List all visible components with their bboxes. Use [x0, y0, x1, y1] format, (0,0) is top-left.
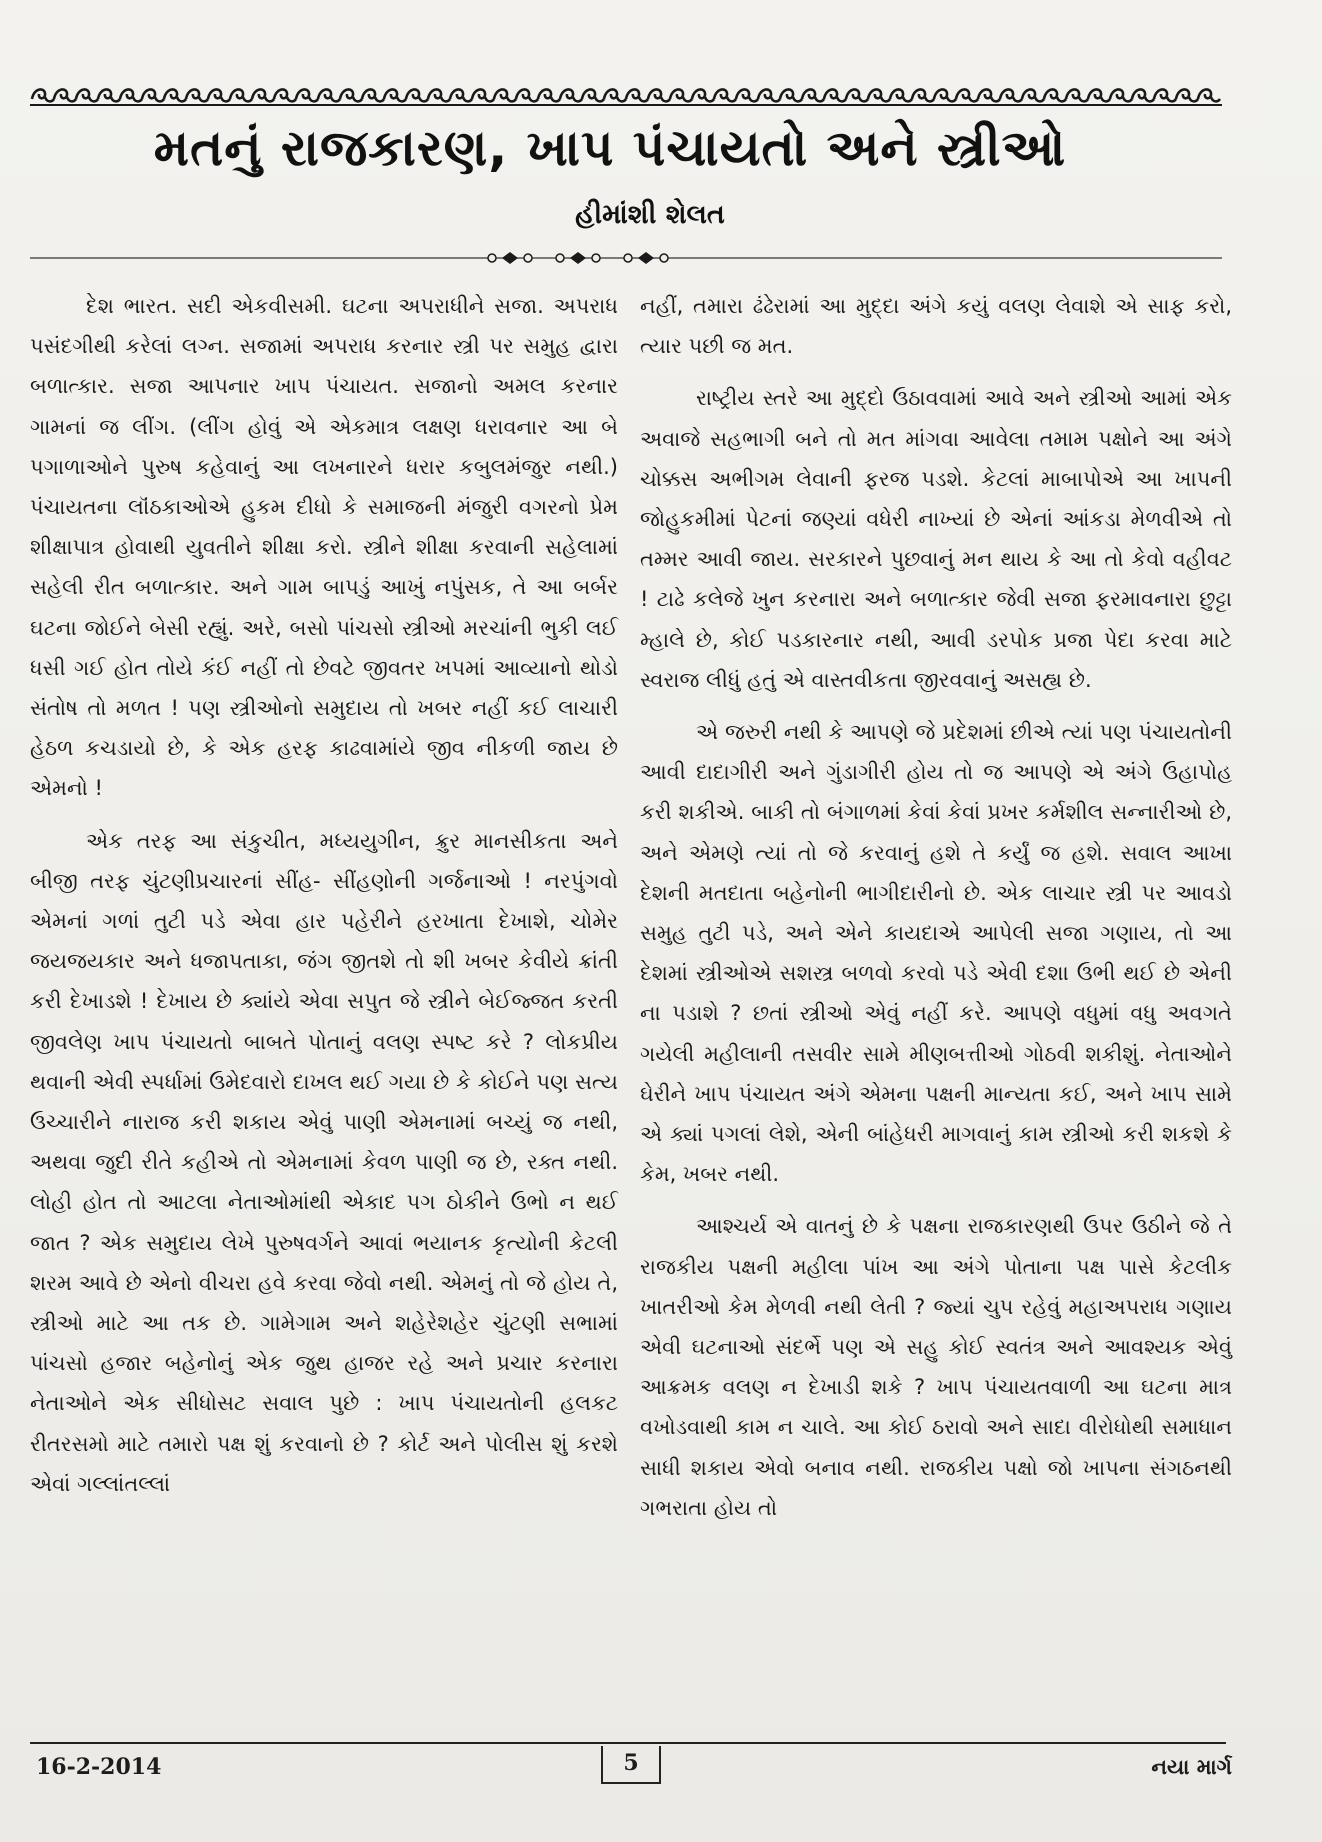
article-column-left [30, 286, 618, 1516]
article-column-right [640, 286, 1232, 1540]
page-number: 5 [601, 1746, 661, 1784]
paragraph: એ જરુરી નથી કે આપણે જે પ્રદેશમાં છીએ ત્યાં પણ પંચાયતોની આવી દાદાગીરી અને ગુંડાગીરી હોય તો જ આપણે એ અંગે ઉહાપોહ કરી શકીએ. બાકી તો બંગાળમાં કેવાં કેવાં પ્રખર કર્મશીલ સન્નારીઓ છે, અને એમણે ત્યાં તો જે કરવાનું હશે તે કર્યું જ હશે. સવાલ આખા દેશની મતદાતા બહેનોની ભાગીદારીનો છે. એક લાચાર સ્ત્રી પર આવડો સમુહ તુટી પડે, અને એને કાયદાએ આપેલી સજા ગણાય, તો આ દેશમાં સ્ત્રીઓએ સશસ્ત્ર બળવો કરવો પડે એવી દશા ઉભી થઈ છે એની ના પડાશે ? છતાં સ્ત્રીઓ એવું નહીં કરે. આપણે વધુમાં વધુ અવગતે ગયેલી મહીલાની તસવીર સામે મીણબત્તીઓ ગોઠવી શકીશું. નેતાઓને ઘેરીને ખાપ પંચાયત અંગે એમના પક્ષની માન્યતા કઈ, અને ખાપ સામે એ ક્યાં પગલાં લેશે, એની બાંહેધરી માગવાનું કામ સ્ત્રીઓ કરી શકશે કે કેમ, ખબર નથી. [640, 720, 1232, 1187]
paragraph: દેશ ભારત. સદી એકવીસમી. ઘટના અપરાધીને સજા. અપરાધ પસંદગીથી કરેલાં લગ્ન. સજામાં અપરાધ કરનાર સ્ત્રી પર સમુહ દ્વારા બળાત્કાર. સજા આપનાર ખાપ પંચાયત. સજાનો અમલ કરનાર ગામનાં જ લીંગ. (લીંગ હોવું એ એકમાત્ર લક્ષણ ધરાવનાર આ બે પગાળાઓને પુરુષ કહેવાનું આ લખનારને ધરાર કબુલમંજુર નથી.) પંચાયતના લૉંઠકાઓએ હુકમ દીધો કે સમાજની મંજુરી વગરનો પ્રેમ શીક્ષાપાત્ર હોવાથી યુવતીને શીક્ષા કરો. સ્ત્રીને શીક્ષા કરવાની સહેલામાં સહેલી રીત બળાત્કાર. અને ગામ બાપડું આખું નપુંસક, તે આ બર્બર ઘટના જોઈને બેસી રહ્યું. અરે, બસો પાંચસો સ્ત્રીઓ મરચાંની ભુકી લઈ ધસી ગઈ હોત તોયે કંઈ નહીં તો છેવટે જીવતર ખપમાં આવ્યાનો થોડો સંતોષ તો મળત ! પણ સ્ત્રીઓનો સમુદાય તો ખબર નહીં કઈ લાચારી હેઠળ કચડાયો છે, કે એક હરફ કાઢવામાંયે જીવ નીકળી જાય છે એમનો ! [30, 294, 618, 801]
magazine-name: નયા માર્ગ [1151, 1755, 1232, 1779]
article-author: હીમાંશી શેલત [575, 199, 725, 230]
paragraph: આશ્ચર્ય એ વાતનું છે કે પક્ષના રાજકારણથી ઉપર ઉઠીને જે તે રાજકીય પક્ષની મહીલા પાંખ આ અંગે પોતાના પક્ષ પાસે કેટલીક ખાતરીઓ કેમ મેળવી નથી લેતી ? જ્યાં ચુપ રહેવું મહાઅપરાધ ગણાય એવી ઘટનાઓ સંદર્ભે પણ એ સહુ કોઈ સ્વતંત્ર અને આવશ્યક એવું આક્રમક વલણ ન દેખાડી શકે ? ખાપ પંચાયતવાળી આ ઘટના માત્ર વખોડવાથી કામ ન ચાલે. આ કોઈ ઠરાવો અને સાદા વીરોધોથી સમાધાન સાધી શકાય એવો બનાવ નથી. રાજકીય પક્ષો જો ખાપના સંગઠનથી ગભરાતા હોય તો [640, 1214, 1232, 1520]
article-title: મતનું રાજકારણ, ખાપ પંચાયતો અને સ્ત્રીઓ [153, 119, 1067, 177]
ornamental-divider [30, 248, 1222, 268]
paragraph: નહીં, તમારા ઢંઢેરામાં આ મુદ્દા અંગે કયું વલણ લેવાશે એ સાફ કરો, ત્યાર પછી જ મત. [640, 294, 1232, 359]
paragraph: એક તરફ આ સંકુચીત, મધ્યયુગીન, ક્રુર માનસીકતા અને બીજી તરફ ચુંટણીપ્રચારનાં સીંહ- સીંહણોની ગર્જનાઓ ! નરપુંગવો એમનાં ગળાં તુટી પડે એવા હાર પહેરીને હરખાતા દેખાશે, ચોમેર જયજયકાર અને ધજાપતાકા, જંગ જીતશે તો શી ખબર કેવીયે ક્રાંતી કરી દેખાડશે ! દેખાય છે ક્યાંયે એવા સપુત જે સ્ત્રીને બેઈજ્જત કરતી જીવલેણ ખાપ પંચાયતો બાબતે પોતાનું વલણ સ્પષ્ટ કરે ? લોકપ્રીય થવાની એવી સ્પર્ધામાં ઉમેદવારો દાખલ થઈ ગયા છે કે કોઈને પણ સત્ય ઉચ્ચારીને નારાજ કરી શકાય એવું પાણી એમનામાં બચ્યું જ નથી, અથવા જુદી રીતે કહીએ તો એમનામાં કેવળ પાણી જ છે, રક્ત નથી. લોહી હોત તો આટલા નેતાઓમાંથી એકાદ પગ ઠોકીને ઉભો ન થઈ જાત ? એક સમુદાય લેખે પુરુષવર્ગને આવાં ભયાનક કૃત્યોની કેટલી શરમ આવે છે એનો વીચરા હવે કરવા જેવો નથી. એમનું તો જે હોય તે, સ્ત્રીઓ માટે આ તક છે. ગામેગામ અને શહેરેશહેર ચુંટણી સભામાં પાંચસો હજાર બહેનોનું એક જુથ હાજર રહે અને પ્રચાર કરનારા નેતાઓને એક સીધોસટ સવાલ પુછે : ખાપ પંચાયતોની હલકટ રીતરસમો માટે તમારો પક્ષ શું કરવાનો છે ? કોર્ટ અને પોલીસ શું કરશે એવાં ગલ્લાંતલ્લાં [30, 828, 618, 1496]
decorative-top-border [30, 83, 1222, 109]
paragraph: રાષ્ટ્રીય સ્તરે આ મુદ્દો ઉઠાવવામાં આવે અને સ્ત્રીઓ આમાં એક અવાજે સહભાગી બને તો મત માંગવા આવેલા તમામ પક્ષોને આ અંગે ચોક્કસ અભીગમ લેવાની ફરજ પડશે. કેટલાં માબાપોએ આ ખાપની જોહુકમીમાં પેટનાં જણ્યાં વધેરી નાખ્યાં છે એનાં આંકડા મેળવીએ તો તમ્મર આવી જાય. સરકારને પુછવાનું મન થાય કે આ તો કેવો વહીવટ ! ટાઢે કલેજે ખુન કરનારા અને બળાત્કાર જેવી સજા ફરમાવનારા છુટ્ટા મ્હાલે છે, કોઈ પડકારનાર નથી, આવી ડરપોક પ્રજા પેદા કરવા માટે સ્વરાજ લીધું હતું એ વાસ્તવીકતા જીરવવાનું અસહ્ય છે. [640, 386, 1232, 692]
footer-rule [30, 1742, 1226, 1744]
issue-date: 16-2-2014 [36, 1754, 162, 1780]
